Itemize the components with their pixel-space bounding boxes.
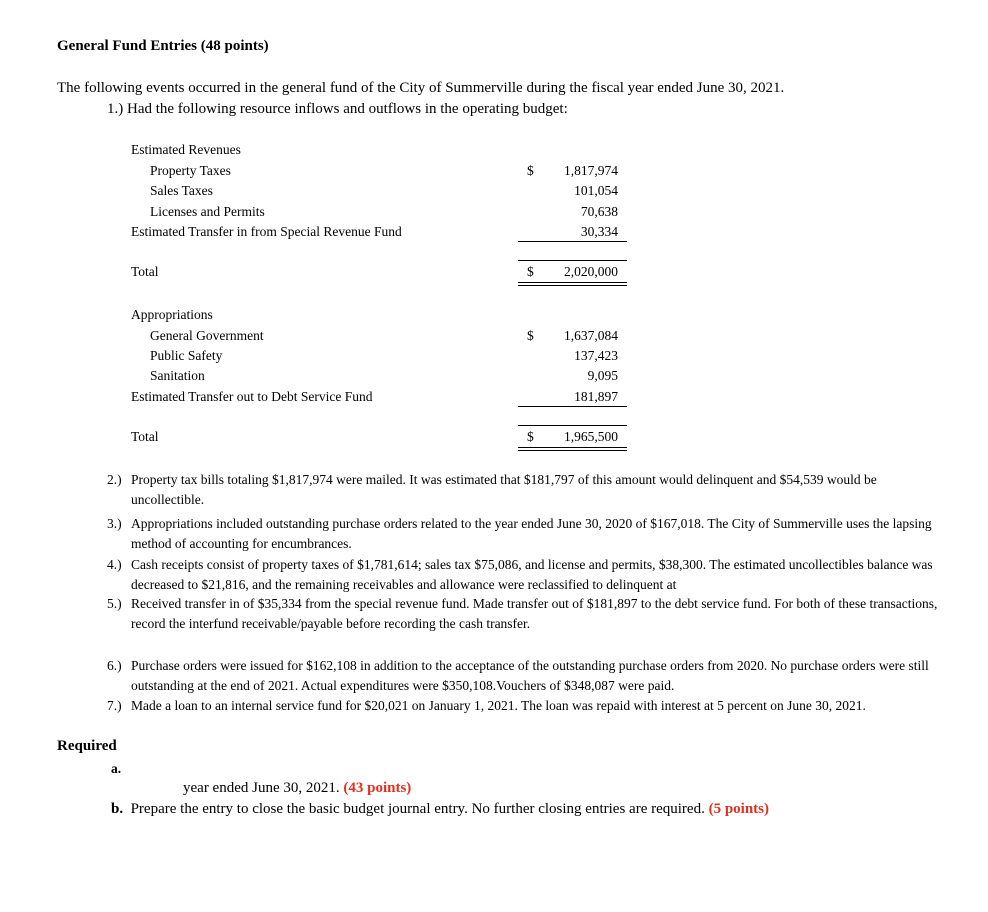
item-text: Purchase orders were issued for $162,108 in addition to the acceptance of the outstanding purchase orders from 2020. No purchase orders were still outstanding at the end of 2021. Actual expenditures were $350,108.Vouchers of $348,087 were paid. xyxy=(131,658,929,693)
revenues-total-value: 2,020,000 xyxy=(564,264,618,279)
revenue-label: Sales Taxes xyxy=(150,183,213,198)
appropriation-value: 9,095 xyxy=(587,368,618,383)
item-1-text: 1.) Had the following resource inflows and outflows in the operating budget: xyxy=(107,101,568,117)
total-double-rule xyxy=(518,285,627,286)
item-number: 5.) xyxy=(107,596,122,611)
item-text: Received transfer in of $35,334 from the special revenue fund. Made transfer out of $181,897 to the debt service fund. For both of these transactions, record the interfund receivable/payable before recording the cash transfer. xyxy=(131,596,938,631)
required-a-body: year ended June 30, 2021. xyxy=(183,780,340,796)
intro-text: The following events occurred in the general fund of the City of Summerville during the fiscal year ended June 30, 2021. xyxy=(57,80,785,96)
revenues-heading: Estimated Revenues xyxy=(131,142,241,157)
revenue-label: Licenses and Permits xyxy=(150,204,265,219)
appropriation-label: Public Safety xyxy=(150,348,223,363)
required-heading: Required xyxy=(57,738,117,754)
item-text: Made a loan to an internal service fund for $20,021 on January 1, 2021. The loan was repaid with interest at 5 percent on June 30, 2021. xyxy=(131,698,866,713)
item-7 xyxy=(107,696,947,716)
subtotal-rule xyxy=(518,406,627,407)
item-number: 3.) xyxy=(107,516,122,531)
item-5 xyxy=(107,594,947,634)
appropriation-label: Sanitation xyxy=(150,368,205,383)
required-b-body: Prepare the entry to close the basic budget journal entry. No further closing entries are required. xyxy=(130,801,705,817)
total-top-rule xyxy=(518,425,627,426)
item-number: 6.) xyxy=(107,658,122,673)
revenue-label: Estimated Transfer in from Special Revenue Fund xyxy=(131,224,402,239)
revenue-label: Property Taxes xyxy=(150,163,231,178)
appropriation-value: 1,637,084 xyxy=(564,328,618,343)
item-number: 7.) xyxy=(107,698,122,713)
item-text: Appropriations included outstanding purchase orders related to the year ended June 30, 2020 of $167,018. The City of Summerville uses the lapsing method of accounting for encumbrances. xyxy=(131,516,932,551)
total-double-rule xyxy=(518,450,627,451)
revenue-value: 70,638 xyxy=(580,204,618,219)
subtotal-rule xyxy=(518,241,627,242)
appropriations-total-dollar: $ xyxy=(527,429,534,444)
revenue-value: 30,334 xyxy=(580,224,618,239)
item-4 xyxy=(107,555,947,595)
required-a-text xyxy=(183,780,411,797)
appropriations-total-value: 1,965,500 xyxy=(564,429,618,444)
item-number: 4.) xyxy=(107,557,122,572)
item-text: Property tax bills totaling $1,817,974 were mailed. It was estimated that $181,797 of this amount would delinquent and $54,539 would be uncollectible. xyxy=(131,472,877,507)
appropriations-heading: Appropriations xyxy=(131,307,213,322)
revenue-value: 101,054 xyxy=(574,183,618,198)
required-b-label: b. xyxy=(111,801,124,817)
item-text: Cash receipts consist of property taxes of $1,781,614; sales tax $75,086, and license and permits, $38,300. The estimated uncollectibles balance was decreased to $21,816, and the remaining receivables and allowance were reclassified to delinquent at xyxy=(131,557,933,592)
item-3 xyxy=(107,514,947,554)
appropriation-value: 137,423 xyxy=(574,348,618,363)
total-top-rule xyxy=(518,260,627,261)
revenues-total-dollar: $ xyxy=(527,264,534,279)
page-title: General Fund Entries (48 points) xyxy=(57,38,269,54)
item-6 xyxy=(107,656,947,696)
total-double-rule xyxy=(518,282,627,283)
appropriations-total-label: Total xyxy=(131,429,159,444)
required-b-points: (5 points) xyxy=(708,801,770,817)
revenue-dollar: $ xyxy=(527,163,534,178)
appropriation-dollar: $ xyxy=(527,328,534,343)
revenues-total-label: Total xyxy=(131,264,159,279)
required-b-text xyxy=(111,801,769,818)
required-a-points: (43 points) xyxy=(343,780,412,796)
appropriation-value: 181,897 xyxy=(574,389,618,404)
revenue-value: 1,817,974 xyxy=(564,163,618,178)
item-number: 2.) xyxy=(107,472,122,487)
appropriation-label: General Government xyxy=(150,328,264,343)
total-double-rule xyxy=(518,447,627,448)
item-2 xyxy=(107,470,947,510)
required-a-label: a. xyxy=(111,761,122,776)
appropriation-label: Estimated Transfer out to Debt Service Fund xyxy=(131,389,373,404)
